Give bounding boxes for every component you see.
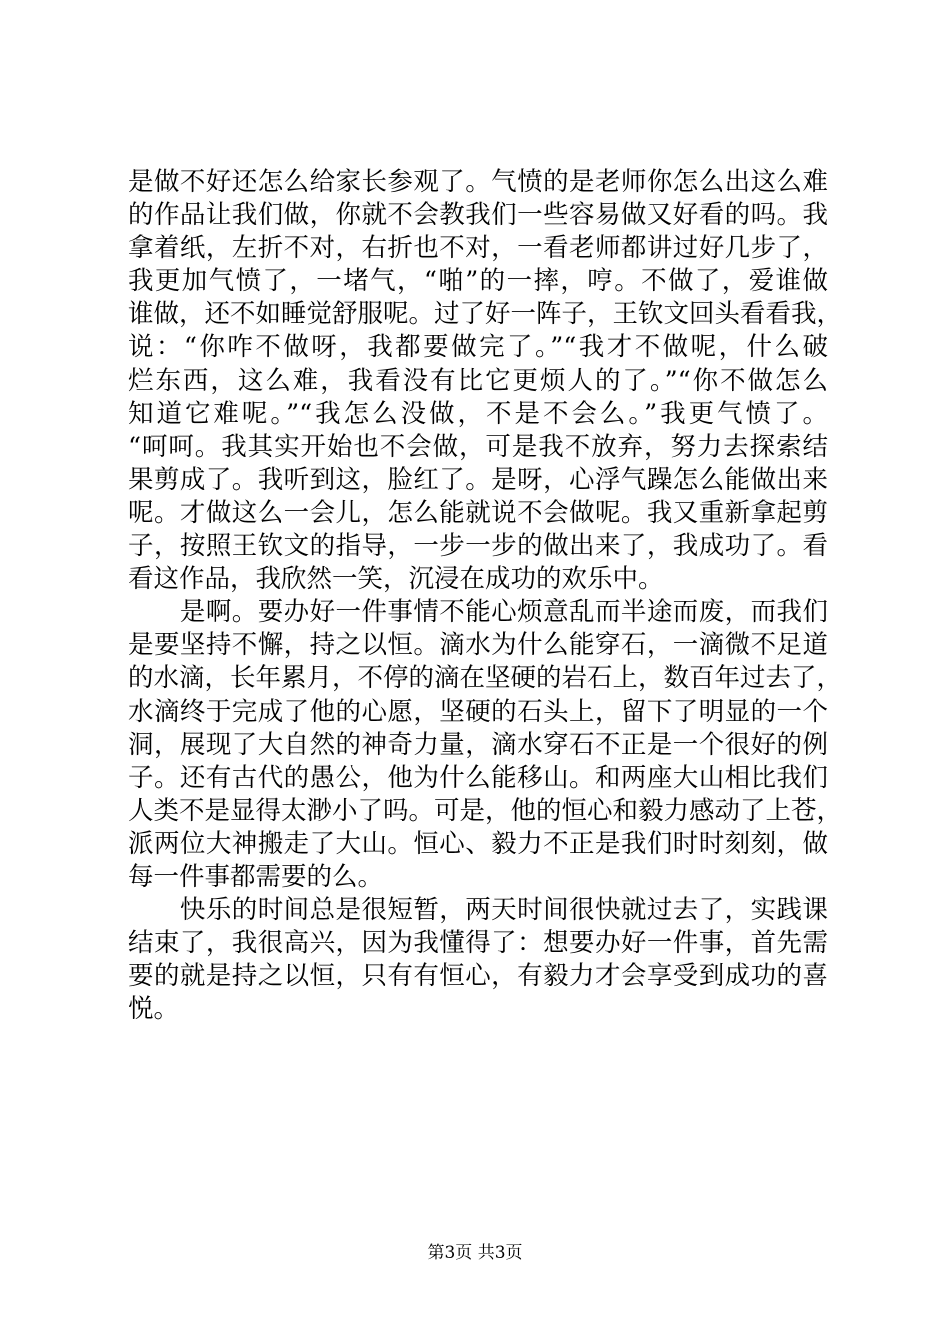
text-line: 人类不是显得太渺小了吗。可是，他的恒心和毅力感动了上苍， [128, 795, 843, 826]
text-line: 呢。才做这么一会儿，怎么能就说不会做呢。我又重新拿起剪 [128, 497, 828, 528]
text-line: 洞，展现了大自然的神奇力量，滴水穿石不正是一个很好的例 [128, 729, 828, 760]
text-line: 子，按照王钦文的指导，一步一步的做出来了，我成功了。看 [128, 531, 828, 562]
text-line: 看这作品，我欣然一笑，沉浸在成功的欢乐中。 [128, 564, 664, 595]
text-line: 的水滴，长年累月，不停的滴在坚硬的岩石上，数百年过去了， [128, 663, 843, 694]
text-line: 果剪成了。我听到这，脸红了。是呀，心浮气躁怎么能做出来 [128, 464, 828, 495]
text-line: 谁做，还不如睡觉舒服呢。过了好一阵子，王钦文回头看看我， [128, 299, 843, 330]
text-line: 派两位大神搬走了大山。恒心、毅力不正是我们时时刻刻，做 [128, 828, 828, 859]
text-line: 的作品让我们做，你就不会教我们一些容易做又好看的吗。我 [128, 200, 828, 231]
text-line: 是要坚持不懈，持之以恒。滴水为什么能穿石，一滴微不足道 [128, 630, 828, 661]
page-footer: 第3页 共3页 [427, 1243, 523, 1263]
text-line: 悦。 [128, 994, 180, 1025]
text-line: 我更加气愤了，一堵气，“啪”的一摔，哼。不做了，爱谁做 [128, 266, 828, 297]
text-line: 结束了，我很高兴，因为我懂得了：想要办好一件事，首先需 [128, 928, 828, 959]
text-line: 说：“你咋不做呀，我都要做完了。”“我才不做呢，什么破 [128, 332, 828, 363]
text-line: 是做不好还怎么给家长参观了。气愤的是老师你怎么出这么难 [128, 167, 828, 197]
text-line: 拿着纸，左折不对，右折也不对，一看老师都讲过好几步了， [128, 233, 828, 264]
text-line: “呵呵。我其实开始也不会做，可是我不放弃，努力去探索结 [128, 431, 828, 462]
text-line: 是啊。要办好一件事情不能心烦意乱而半途而废，而我们 [128, 597, 828, 628]
text-line: 烂东西，这么难，我看没有比它更烦人的了。”“你不做怎么 [128, 365, 828, 396]
text-line: 知道它难呢。”“我怎么没做，不是不会么。”我更气愤了。 [128, 398, 828, 429]
text-line: 子。还有古代的愚公，他为什么能移山。和两座大山相比我们 [128, 762, 828, 793]
text-line: 水滴终于完成了他的心愿，坚硬的石头上，留下了明显的一个 [128, 696, 828, 727]
text-line: 每一件事都需要的么。 [128, 861, 384, 892]
text-line: 快乐的时间总是很短暂，两天时间很快就过去了，实践课 [128, 895, 828, 926]
body-text [128, 166, 843, 1026]
text-line: 要的就是持之以恒，只有有恒心，有毅力才会享受到成功的喜 [128, 961, 828, 992]
